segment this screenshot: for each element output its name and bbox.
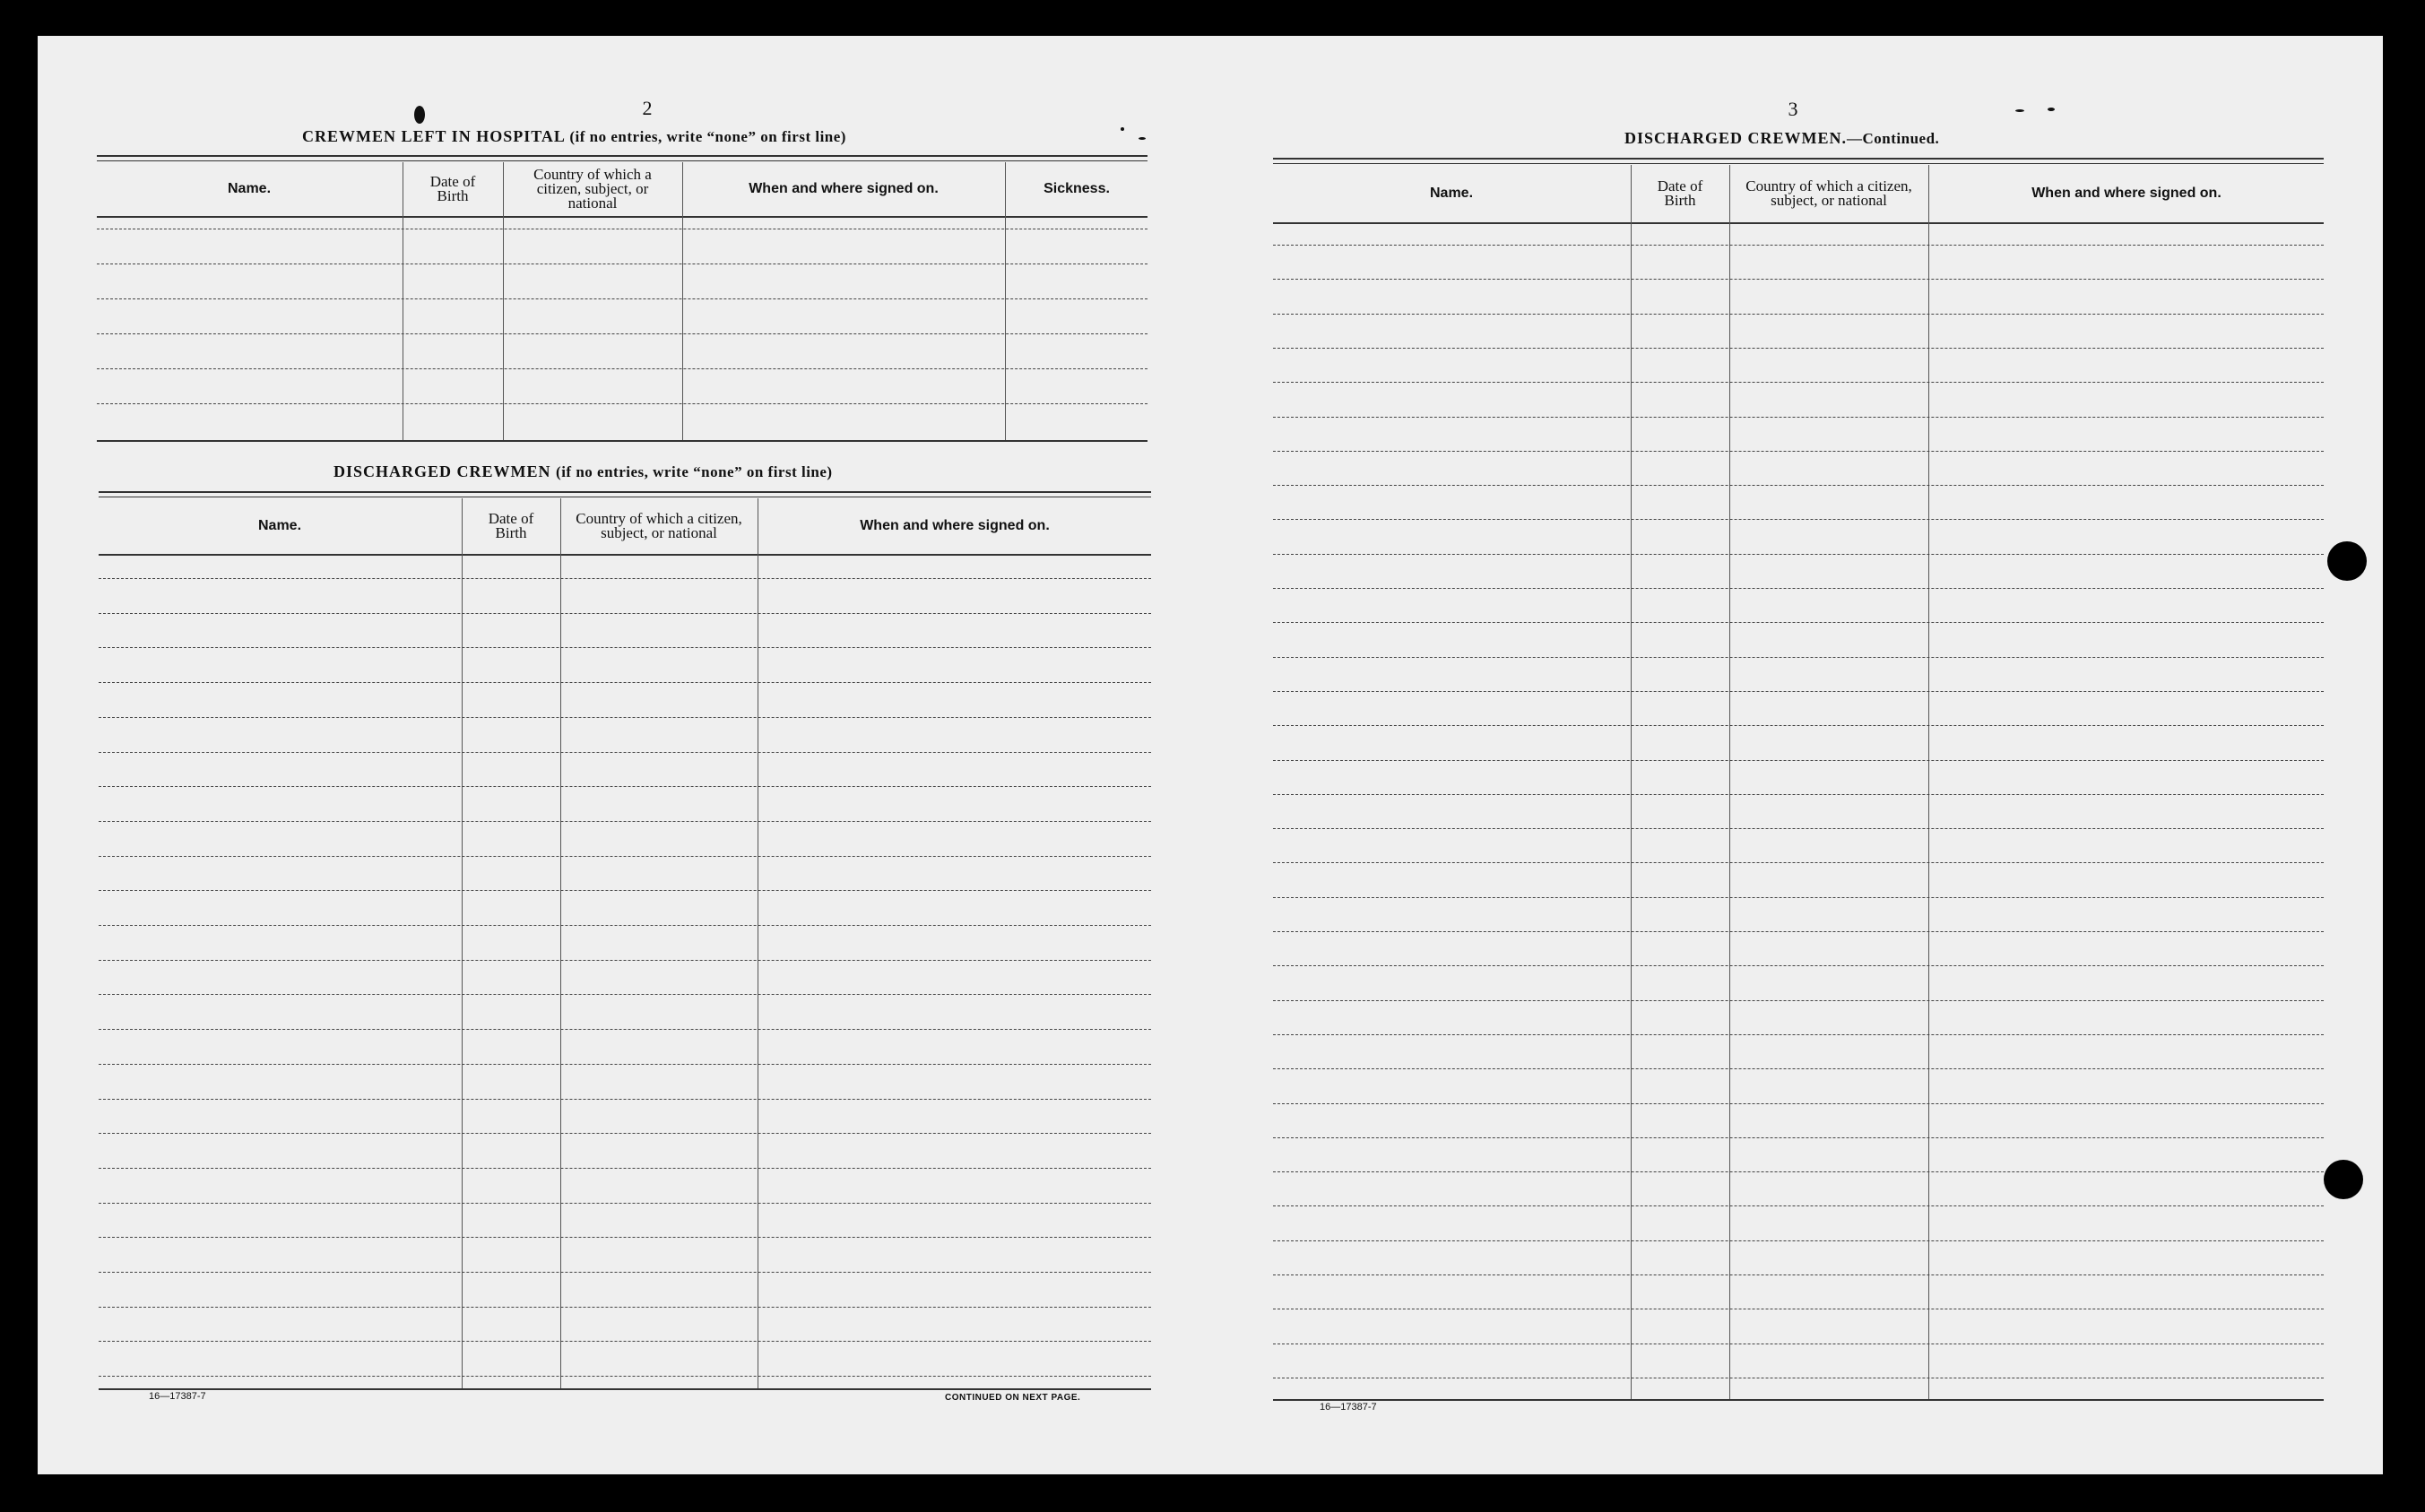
entry-line	[1273, 588, 2324, 589]
punch-hole-lower	[2324, 1160, 2363, 1199]
entry-line	[99, 1237, 1151, 1238]
entry-line	[1273, 382, 2324, 383]
entry-line	[1273, 245, 2324, 246]
entry-line	[1273, 314, 2324, 315]
entry-line	[99, 1168, 1151, 1169]
entry-line	[1273, 725, 2324, 726]
entry-line	[1273, 657, 2324, 658]
col-date-of-birth: Date of Birth	[1657, 177, 1703, 209]
entry-line	[99, 960, 1151, 961]
hospital-note: (if no entries, write “none” on first line)	[569, 128, 846, 145]
entry-line	[1273, 1103, 2324, 1104]
entry-line	[99, 821, 1151, 822]
col-date-of-birth: Date of Birth	[488, 510, 534, 541]
entry-line	[99, 1133, 1151, 1134]
col-name: Name.	[227, 181, 272, 196]
col-when-where: When and where signed on.	[2031, 186, 2221, 201]
col-name: Name.	[1429, 186, 1474, 201]
entry-line	[99, 856, 1151, 857]
discharged-table-header-right	[1273, 165, 2324, 224]
entry-line	[99, 786, 1151, 787]
entry-line	[1273, 760, 2324, 761]
entry-line	[99, 994, 1151, 995]
entry-line	[99, 1203, 1151, 1204]
entry-line	[99, 1376, 1151, 1377]
entry-line	[99, 890, 1151, 891]
discharged-section-title	[333, 462, 833, 481]
entry-line	[1273, 1000, 2324, 1001]
entry-line	[1273, 1240, 2324, 1241]
entry-line	[1273, 1034, 2324, 1035]
entry-line	[1273, 1137, 2324, 1138]
ink-dash	[2015, 109, 2024, 112]
entry-line	[1273, 1068, 2324, 1069]
entry-line	[99, 752, 1151, 753]
discharged-note: (if no entries, write “none” on first line)	[556, 463, 833, 480]
entry-line	[1273, 451, 2324, 452]
entry-line	[1273, 691, 2324, 692]
entry-line	[97, 298, 1148, 299]
discharged-title-right: DISCHARGED CREWMEN.	[1624, 129, 1848, 147]
hospital-section-title	[302, 127, 846, 146]
entry-line	[1273, 622, 2324, 623]
ink-blot	[414, 106, 425, 124]
entry-line	[1273, 485, 2324, 486]
hospital-table-header	[97, 162, 1148, 218]
entry-line	[97, 368, 1148, 369]
col-name: Name.	[257, 518, 302, 533]
entry-line	[1273, 1274, 2324, 1275]
punch-hole-upper	[2327, 541, 2367, 581]
col-when-where: When and where signed on.	[749, 181, 939, 196]
entry-line	[1273, 965, 2324, 966]
entry-line	[99, 1099, 1151, 1100]
form-number-right: 16—17387-7	[1320, 1402, 1377, 1413]
entry-line	[99, 1272, 1151, 1273]
col-country: Country of which a citizen, subject, or national	[576, 510, 742, 541]
entry-line	[99, 682, 1151, 683]
entry-line	[1273, 1205, 2324, 1206]
entry-line	[1273, 554, 2324, 555]
discharged-table-right	[1273, 158, 2324, 1399]
discharged-table-left	[99, 491, 1151, 1388]
entry-line	[1273, 417, 2324, 418]
col-country: Country of which a citizen, subject, or national	[533, 166, 652, 212]
entry-line	[1273, 794, 2324, 795]
col-date-of-birth: Date of Birth	[429, 173, 476, 204]
discharged-continued-title	[1624, 129, 1939, 148]
col-when-where: When and where signed on.	[860, 518, 1050, 533]
entry-line	[1273, 828, 2324, 829]
col-country: Country of which a citizen, subject, or national	[1745, 177, 1912, 209]
entry-line	[99, 1307, 1151, 1308]
entry-line	[1273, 519, 2324, 520]
ink-dash	[1139, 137, 1146, 140]
form-number-left: 16—17387-7	[149, 1391, 206, 1402]
entry-line	[1273, 279, 2324, 280]
page-number-left: 2	[642, 97, 653, 119]
ink-dot	[1121, 127, 1124, 131]
continued-suffix: —Continued.	[1847, 130, 1940, 147]
entry-line	[97, 333, 1148, 334]
discharged-table-header-left	[99, 498, 1151, 556]
entry-line	[97, 403, 1148, 404]
form-sheet	[38, 36, 2383, 1474]
entry-line	[1273, 897, 2324, 898]
entry-line	[1273, 1171, 2324, 1172]
discharged-title: DISCHARGED CREWMEN	[333, 462, 551, 480]
entry-line	[99, 578, 1151, 579]
continued-note: CONTINUED ON NEXT PAGE.	[945, 1393, 1081, 1403]
ink-dash	[2048, 108, 2055, 111]
col-sickness: Sickness.	[1044, 181, 1110, 196]
entry-line	[1273, 862, 2324, 863]
hospital-title: CREWMEN LEFT IN HOSPITAL	[302, 127, 565, 145]
entry-line	[99, 717, 1151, 718]
entry-line	[99, 925, 1151, 926]
page-number-right: 3	[1788, 98, 1798, 120]
entry-line	[99, 1029, 1151, 1030]
entry-line	[99, 647, 1151, 648]
entry-line	[99, 1341, 1151, 1342]
entry-line	[99, 1064, 1151, 1065]
entry-line	[1273, 348, 2324, 349]
entry-line	[99, 613, 1151, 614]
entry-line	[1273, 931, 2324, 932]
hospital-table	[97, 155, 1148, 440]
